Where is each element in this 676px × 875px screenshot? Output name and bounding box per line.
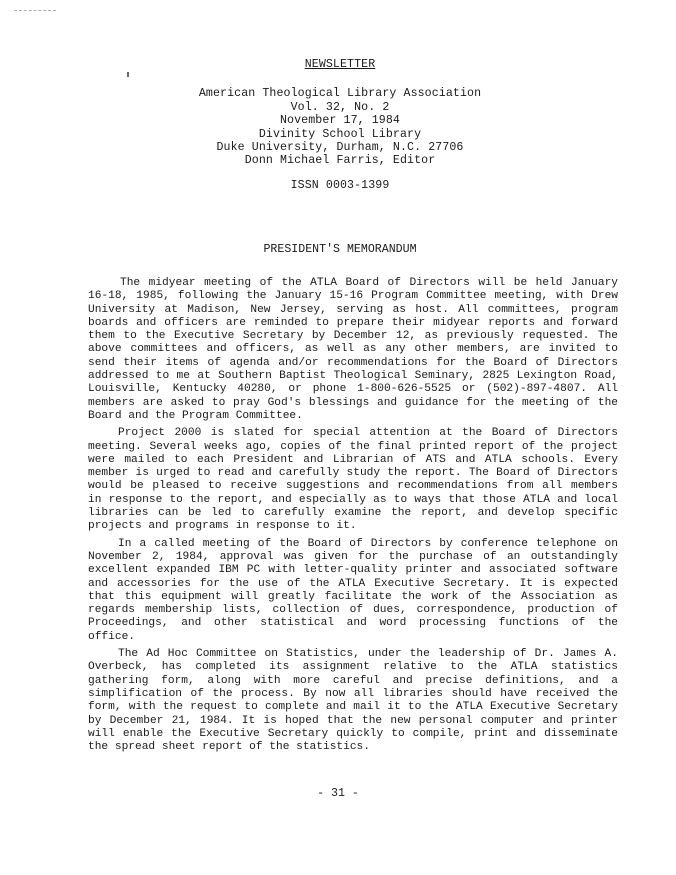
newsletter-title: NEWSLETTER [304,58,376,71]
library-name: Divinity School Library [258,127,422,141]
scan-artifact-tick [127,72,129,77]
editor-name: Donn Michael Farris, Editor [244,154,436,168]
issn-number: ISSN 0003-1399 [290,178,390,192]
memorandum-paragraph: Project 2000 is slated for special attention at the Board of Directors meeting. Several weeks ago, copies of the final printed report of the project were mailed to each President and Librarian of ATS and ATLA schools. Every member is urged to read and carefully study the report. The Board of Directors would be pleased to receive suggestions and recommendations from all members in response to the report, and especially as to ways that those ATLA and local libraries can be led to carefully examine the report, and develop specific projects and programs in response to it. [88,427,618,533]
page-number: - 31 - [317,787,359,800]
memorandum-paragraph: The midyear meeting of the ATLA Board of Directors will be held January 16-18, 1985, following the January 15-16 Program Committee meeting, with Drew University at Madison, New Jersey, serving as host. All committees, program boards and officers are reminded to prepare their midyear reports and forward them to the Executive Secretary by December 12, as previously requested. The above committees and officers, as well as any other members, are invited to send their items of agenda and/or recommendations for the Board of Directors addressed to me at Southern Baptist Theological Seminary, 2825 Lexington Road, Louisville, Kentucky 40280, or phone 1-800-626-5525 or (502)-897-4807. All members are asked to pray God's blessings and guidance for the meeting of the Board and the Program Committee. [88,277,618,422]
volume-number: Vol. 32, No. 2 [290,100,390,114]
memorandum-paragraph: The Ad Hoc Committee on Statistics, under the leadership of Dr. James A. Overbeck, has completed its assignment relative to the ATLA statistics gathering form, along with more careful and precise definitions, and a simplification of the process. By now all libraries should have received the form, with the request to complete and mail it to the ATLA Executive Secretary by December 21, 1984. It is hoped that the new personal computer and printer will enable the Executive Secretary quickly to compile, print and disseminate the spread sheet report of the statistics. [88,648,618,754]
memorandum-paragraph: In a called meeting of the Board of Directors by conference telephone on November 2, 1984, approval was given for the purchase of an outstandingly excellent expanded IBM PC with letter-quality printer and associated software and accessories for the use of the ATLA Executive Secretary. It is expected that this equipment will greatly facilitate the work of the Association as regards membership lists, collection of dues, correspondence, production of Proceedings, and other statistical and word processing functions of the office. [88,537,618,643]
memorandum-body [88,277,618,758]
organization-name: American Theological Library Association [198,87,482,101]
memorandum-heading: PRESIDENT'S MEMORANDUM [263,243,417,256]
masthead [150,58,530,192]
issue-date: November 17, 1984 [280,114,400,128]
university-address: Duke University, Durham, N.C. 27706 [216,141,464,155]
scan-artifact-mark [14,10,56,15]
